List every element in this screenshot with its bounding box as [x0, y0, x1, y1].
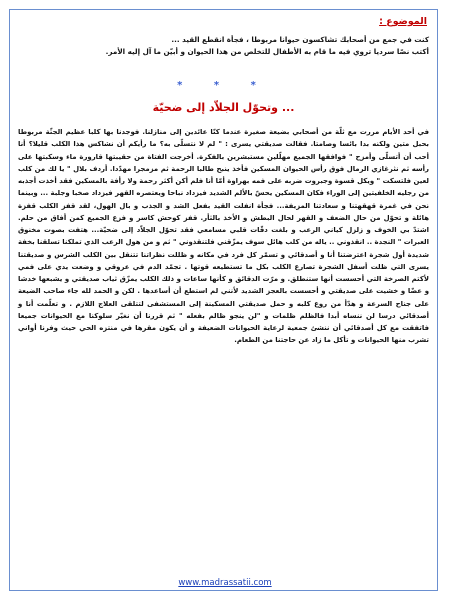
task-line: كنت في جمع من أصحابك تشاكسون حيوانا مربوطا ، فجأة انقطع القيد ... — [171, 35, 429, 44]
task-line: أكتب نصّا سرديا تروي فيه ما قام به الأطفال للتخلص من هذا الحيوان و أبيّن ما آل إليه الأمر. — [105, 47, 429, 56]
document-body — [16, 14, 431, 586]
page-border — [9, 9, 438, 591]
footer-link[interactable]: www.madrassatii.com — [178, 578, 272, 588]
story-paragraph: في أحد الأيام مررت مع ثلّة من أصحابي بضيعة صغيرة عندما كنّا عائدين إلى منازلنا. فوجدنا بها كلبا عظيم الجثّة مربوطا بحبل متين ولكنه بدا بائسا وصامتا. فقالت صديقتي يسرى : " لم لا نتسلّى به؟ ما رأيكم أن نشاكس هذا الكلب قليلا؟ أنا أحب أن أتسلّى وأمزح " فوافقها الجميع مهلّلين مستبشرين بالفكرة. أخرجت الفتاة من حقيبتها قارورة ماء وسكبتها على رأسه ثم نثرغازي الرمال فوق رأس الحيوان المسكين فأخذ ينبح طالبا الرحمة ثم مزمجرا مهدّدا. أردف بلال " يا لك من كلب لعين فلتسكت " ويكل قسوة وجبروت ضربه على فمه بهراوة أمّا أنا فلم أكن أكثر رحمة ولا رأفة بالمسكين فقد أخذت أجذبه من رجليه الخلفيتين إلى الوراء فكان المسكين يحسّ بالألم الشديد فيزداد نباحا ويعتصره القهر فيزداد صخبا وجلبة ... وبينما نحن في غمرة قهقهتنا و سعادتنا المزيفة... فجأة انفلت القيد بفعل الشد و الجذب و بال الهول، لقد قفز الكلب قفزة هائلة و تحوّل من حال الضعف و القهر لحال البطش و الأخذ بالثأر. قفز كوحش كاسر و فزع الجميع كمن أفاق من حلم. اشتدّ بي الخوف و زلزل كياني الرعب و بلغت دقّات قلبي مسامعي فقد تحوّل الجلاّد إلى ضحيّة... هتفت بصوت مخنوق العبرات " النجدة .. انقذوني .. ياله من كلب هائل سوف يمزّقني فلتنقذوني " ثم و من هول الرعب الذي تملكنا تسلقنا بخفة شديدة أول شجرة اعترضتنا أنا و أصدقائي و تسمّر كل فرد في مكانه و ظللت نظراتنا تتنقل بين الكلب الشرس و صديقتنا يسرى التي ظلت أسفل الشجرة تصارع الكلب بكل ما تستطيعه قوتها . تجمّد الدم في عروقي و وضعت يدي على فمي لأكتم الصرخة التي أحسست أنها ستنطلق. و مرّت الدقائق و كأنها ساعات و ذلك الكلب يمزّق ثياب صديقتي و يشبعها خدشا و عضّا و خشيت على صديقتي و أحسست بالعجز الشديد لأنني لم استطع أن أساعدها . لكن و الحمد لله جاء صاحب الضيعة على جناح السرعة و هدّأ من روع كلبه و حمل صديقتي المسكينة إلى المستشفى لتتلقى العلاج اللازم . و تعلّمت أنا و أصدقائي درسا لن ننساه أبدا فالظلم ظلمات و "لن ينجو ظالم بفعله " ثم قررنا أن نغيّر سلوكنا مع الحيوانات جميعا فاتفقت مع كل أصدقائي أن ننشئ جمعية لرعاية الحيوانات الضعيفة و أن يكون مقرها في منتزه الحي حيث وفرنا أواني تشرب منها الحيوانات و تأكل ما زاد عن حاجتنا من الطعام. — [18, 128, 429, 345]
story-body — [18, 126, 429, 347]
topic-label: الموضوع : — [379, 16, 427, 27]
task-prompt — [18, 34, 429, 58]
story-title: ... وتحوّل الجلاّد إلى ضحيّة — [152, 101, 295, 114]
separator-stars: * * * — [177, 80, 270, 91]
